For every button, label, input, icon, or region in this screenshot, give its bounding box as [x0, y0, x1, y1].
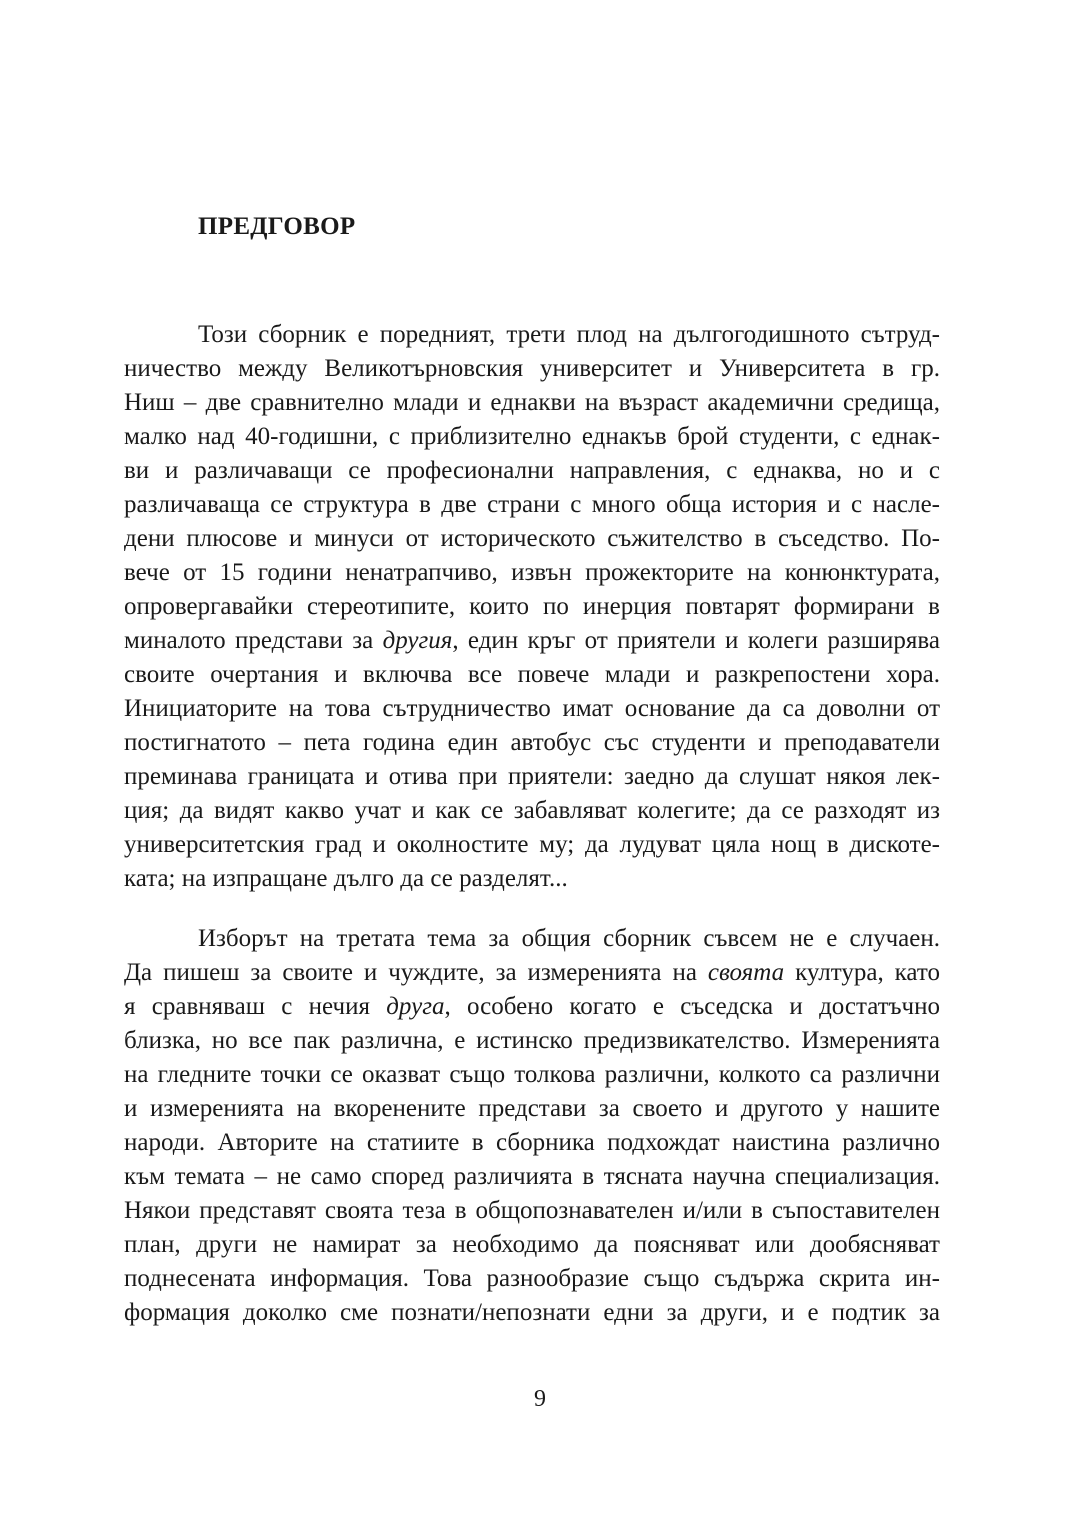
paragraph1-line-5: ви и различаващи се професионални направления, с еднаква, но и с — [124, 457, 940, 484]
paragraph1-line-10 — [124, 626, 940, 656]
paragraph1-line-14: преминава границата и отива при приятели: заедно да слушат някоя лек- — [124, 763, 940, 790]
paragraph1-line-3: Ниш – две сравнително млади и еднакви на възраст академични средища, — [124, 389, 940, 416]
paragraph1-line-2: ничество между Великотърновския университет и Университета в гр. — [124, 355, 940, 382]
page-number: 9 — [534, 1386, 546, 1412]
paragraph1-line-15: ция; да видят какво учат и как се забавляват колегите; да се разходят из — [124, 797, 940, 824]
paragraph1-line-8: вече от 15 години ненатрапчиво, извън прожекторите на конюнктурата, — [124, 559, 940, 586]
paragraph1-line-11: своите очертания и включва все повече млади и разкрепостени хора. — [124, 661, 940, 688]
text-run: миналото представи за — [124, 627, 383, 654]
italic-word: другия — [382, 627, 453, 654]
italic-word: своята — [707, 959, 785, 986]
paragraph1-line-9: опровергавайки стереотипите, които по инерция повтарят формирани в — [124, 593, 940, 620]
text-run: , един кръг от приятели и колеги разширява — [452, 627, 940, 654]
paragraph2-line-6: и измеренията на вкоренените представи за своето и другото у нашите — [124, 1095, 940, 1122]
page-title: ПРЕДГОВОР — [198, 213, 356, 240]
paragraph2-line-7: народи. Авторите на статиите в сборника подхождат наистина различно — [124, 1129, 940, 1156]
paragraph2-line-1: Изборът на третата тема за общия сборник съвсем не е случаен. — [198, 925, 940, 952]
paragraph1-line-6: различаваща се структура в две страни с много обща история и с насле- — [124, 491, 940, 518]
paragraph1-line-13: постигнатото – пета година един автобус със студенти и преподаватели — [124, 729, 940, 756]
paragraph1-line-4: малко над 40-годишни, с приблизително еднакъв брой студенти, с еднак- — [124, 423, 940, 450]
paragraph2-line-3 — [124, 992, 940, 1022]
paragraph2-line-10: план, други не намират за необходимо да поясняват или дообясняват — [124, 1231, 940, 1258]
paragraph2-line-5: на гледните точки се оказват също толкова различни, колкото са различни — [124, 1061, 940, 1088]
paragraph2-line-11: поднесената информация. Това разнообразие също съдържа скрита ин- — [124, 1265, 940, 1292]
paragraph1-line-7: дени плюсове и минуси от историческото съжителство в съседство. По- — [124, 525, 940, 552]
text-run: Да пишеш за своите и чуждите, за измеренията на — [124, 959, 708, 986]
paragraph2-line-8: към темата – не само според различията в тясната научна специализация. — [124, 1163, 940, 1190]
text-run: култура, като — [784, 959, 940, 986]
paragraph1-line-1: Този сборник е поредният, трети плод на дългогодишното сътруд- — [198, 321, 940, 348]
paragraph2-line-9: Някои представят своята теза в общопознавателен и/или в съпоставителен — [124, 1197, 940, 1224]
paragraph2-line-2 — [124, 958, 940, 988]
paragraph2-line-4: близка, но все пак различна, е истинско предизвикателство. Измеренията — [124, 1027, 940, 1054]
paragraph1-line-17: ката; на изпращане дълго да се разделят... — [124, 865, 568, 892]
paragraph2-line-12: формация доколко сме познати/непознати едни за други, и е подтик за — [124, 1299, 940, 1326]
paragraph1-line-16: университетския град и околностите му; да лудуват цяла нощ в дискоте- — [124, 831, 940, 858]
paragraph1-line-12: Инициаторите на това сътрудничество имат основание да са доволни от — [124, 695, 940, 722]
text-run: я сравняваш с нечия — [124, 993, 387, 1020]
italic-word: друга — [386, 993, 445, 1020]
text-run: , особено когато е съседска и достатъчно — [444, 993, 940, 1020]
